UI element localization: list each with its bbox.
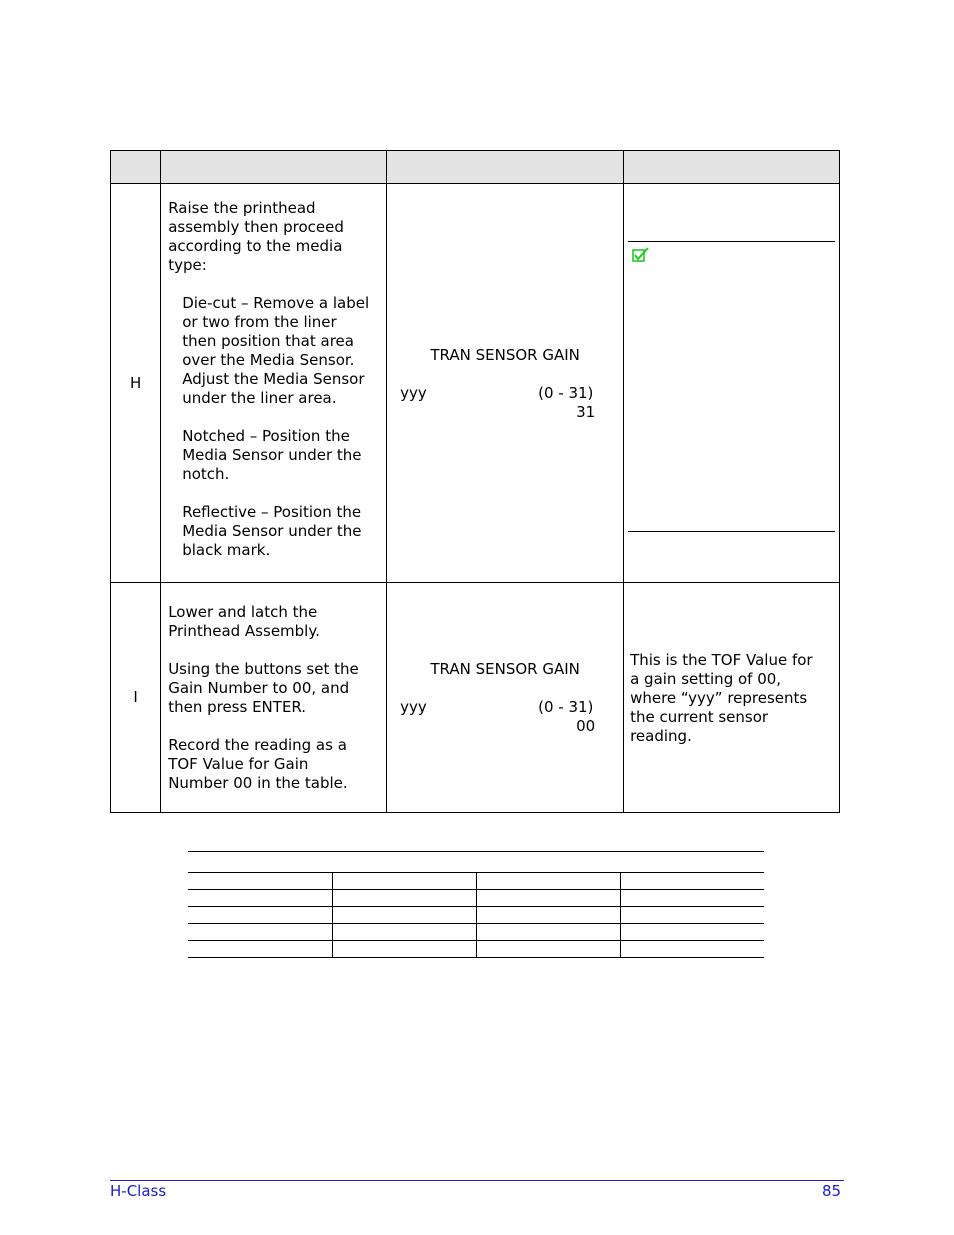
step-cell bbox=[111, 184, 161, 583]
action-notched: Notched – Position the Media Sensor under the notch. bbox=[182, 427, 362, 483]
tof-note: This is the TOF Value for a gain setting of 00, where “yyy” represents the current sensor reading. bbox=[630, 651, 813, 745]
display-gain: 31 bbox=[576, 403, 596, 421]
table-row bbox=[188, 941, 764, 958]
display-gain: 00 bbox=[576, 717, 596, 735]
display-title: TRAN SENSOR GAIN bbox=[430, 660, 580, 678]
table-row bbox=[188, 890, 764, 907]
action-intro: Raise the printhead assembly then proceed according to the media type: bbox=[168, 199, 344, 274]
note-bottom-rule bbox=[628, 531, 835, 532]
action-reflective: Reflective – Position the Media Sensor under the black mark. bbox=[182, 503, 362, 559]
display-reading: yyy bbox=[400, 384, 427, 402]
footer-rule bbox=[110, 1180, 844, 1181]
table-row bbox=[188, 924, 764, 941]
action-die-cut: Die-cut – Remove a label or two from the liner then position that area over the Media Sensor. Adjust the Media Sensor under the liner area. bbox=[182, 294, 370, 407]
action-cell bbox=[161, 583, 387, 813]
action-set-gain: Using the buttons set the Gain Number to 00, and then press ENTER. bbox=[168, 660, 359, 716]
table-row bbox=[111, 583, 840, 813]
procedure-table bbox=[110, 150, 840, 813]
header-action bbox=[161, 151, 387, 184]
table-row bbox=[188, 873, 764, 890]
step-letter: H bbox=[129, 374, 142, 392]
header-display bbox=[387, 151, 624, 184]
display-reading: yyy bbox=[400, 698, 427, 716]
gain-table bbox=[188, 851, 764, 958]
action-cell bbox=[161, 184, 387, 583]
step-letter: I bbox=[133, 688, 138, 706]
notes-cell bbox=[624, 583, 840, 813]
action-lower-printhead: Lower and latch the Printhead Assembly. bbox=[168, 603, 320, 640]
note-top-rule bbox=[628, 241, 835, 242]
table-row bbox=[188, 852, 764, 873]
header-notes bbox=[624, 151, 840, 184]
display-range: (0 - 31) bbox=[538, 698, 594, 716]
footer-product: H-Class bbox=[110, 1182, 167, 1200]
table-header-row bbox=[111, 151, 840, 184]
table-row bbox=[188, 907, 764, 924]
display-cell bbox=[387, 583, 624, 813]
display-cell bbox=[387, 184, 624, 583]
footer-page-number: 85 bbox=[822, 1182, 842, 1200]
display-range: (0 - 31) bbox=[538, 384, 594, 402]
notes-cell bbox=[624, 184, 840, 583]
table-row bbox=[111, 184, 840, 583]
action-record-reading: Record the reading as a TOF Value for Gain Number 00 in the table. bbox=[168, 736, 348, 792]
header-step bbox=[111, 151, 161, 184]
display-title: TRAN SENSOR GAIN bbox=[430, 346, 580, 364]
checkmark-icon bbox=[632, 247, 650, 263]
step-cell bbox=[111, 583, 161, 813]
